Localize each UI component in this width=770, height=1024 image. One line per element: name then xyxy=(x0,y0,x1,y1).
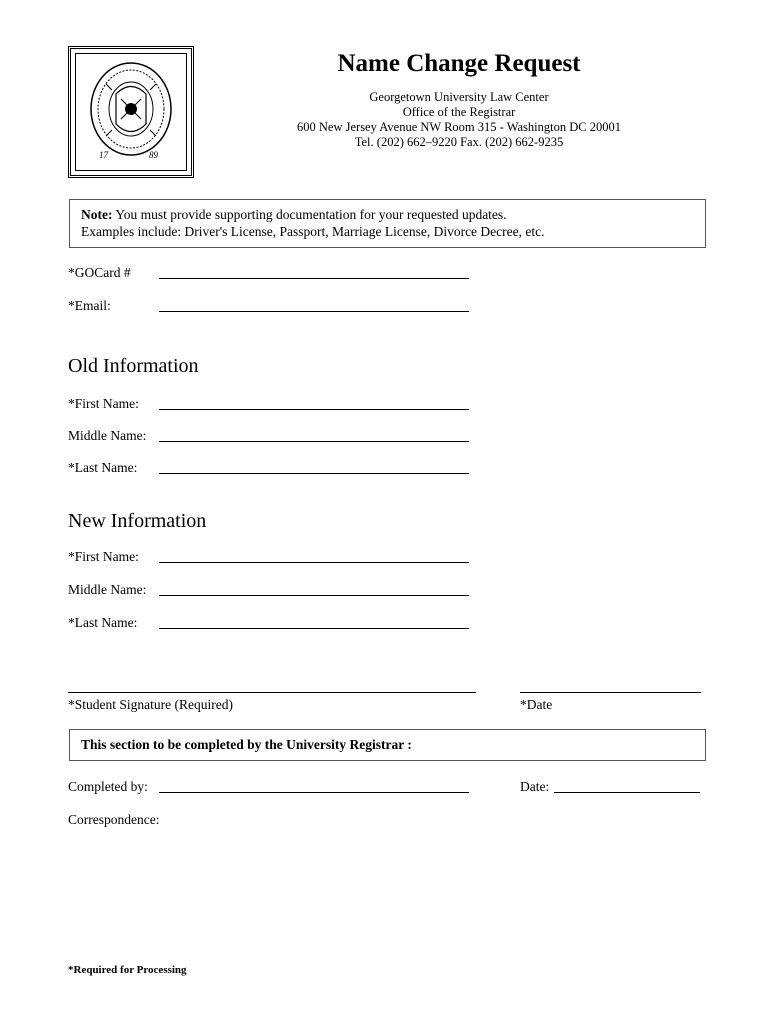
note-text: You must provide supporting documentation for your requested updates. xyxy=(112,207,507,222)
new-middle-name-field[interactable] xyxy=(159,595,469,596)
signature-date-field[interactable] xyxy=(520,692,701,693)
note-bold-label: Note: xyxy=(81,207,113,222)
correspondence-label: Correspondence: xyxy=(68,812,160,827)
seal-inner-border xyxy=(75,53,187,171)
new-last-name-label: *Last Name: xyxy=(68,615,138,630)
registrar-section-box xyxy=(69,729,706,761)
required-note: *Required for Processing xyxy=(68,964,187,976)
new-first-name-label: *First Name: xyxy=(68,549,139,564)
address-line-3: 600 New Jersey Avenue NW Room 315 - Washington DC 20001 xyxy=(297,120,621,134)
old-last-name-field[interactable] xyxy=(159,473,469,474)
address-line-2: Office of the Registrar xyxy=(402,105,516,119)
old-first-name-field[interactable] xyxy=(159,409,469,410)
address-block xyxy=(260,90,658,150)
old-middle-name-label: Middle Name: xyxy=(68,428,147,443)
seal-year-left: 17 xyxy=(99,150,108,160)
signature-label: *Student Signature (Required) xyxy=(68,697,233,712)
new-info-heading: New Information xyxy=(68,510,207,532)
registrar-date-label: Date: xyxy=(520,779,550,794)
registrar-date-field[interactable] xyxy=(554,792,700,793)
signature-date-label: *Date xyxy=(520,697,553,712)
old-info-heading: Old Information xyxy=(68,355,199,377)
old-middle-name-field[interactable] xyxy=(159,441,469,442)
completed-by-label: Completed by: xyxy=(68,779,148,794)
old-first-name-label: *First Name: xyxy=(68,396,139,411)
note-line-1 xyxy=(81,206,694,223)
page-title: Name Change Request xyxy=(337,50,581,77)
old-last-name-label: *Last Name: xyxy=(68,460,138,475)
signature-field[interactable] xyxy=(68,692,476,693)
note-line-2: Examples include: Driver's License, Passport, Marriage License, Divorce Decree, etc. xyxy=(81,224,545,239)
new-middle-name-label: Middle Name: xyxy=(68,582,147,597)
gocard-label: *GOCard # xyxy=(68,265,131,280)
note-box xyxy=(69,199,706,248)
new-last-name-field[interactable] xyxy=(159,628,469,629)
address-line-1: Georgetown University Law Center xyxy=(369,90,549,104)
address-line-4: Tel. (202) 662–9220 Fax. (202) 662-9235 xyxy=(354,135,564,149)
gocard-field[interactable] xyxy=(159,278,469,279)
completed-by-field[interactable] xyxy=(159,792,469,793)
email-field[interactable] xyxy=(159,311,469,312)
registrar-section-heading: This section to be completed by the University Registrar : xyxy=(81,737,412,752)
new-first-name-field[interactable] xyxy=(159,562,469,563)
email-label: *Email: xyxy=(68,298,111,313)
university-seal-icon xyxy=(76,54,186,170)
university-seal-frame xyxy=(68,46,194,178)
seal-year-right: 89 xyxy=(149,150,158,160)
